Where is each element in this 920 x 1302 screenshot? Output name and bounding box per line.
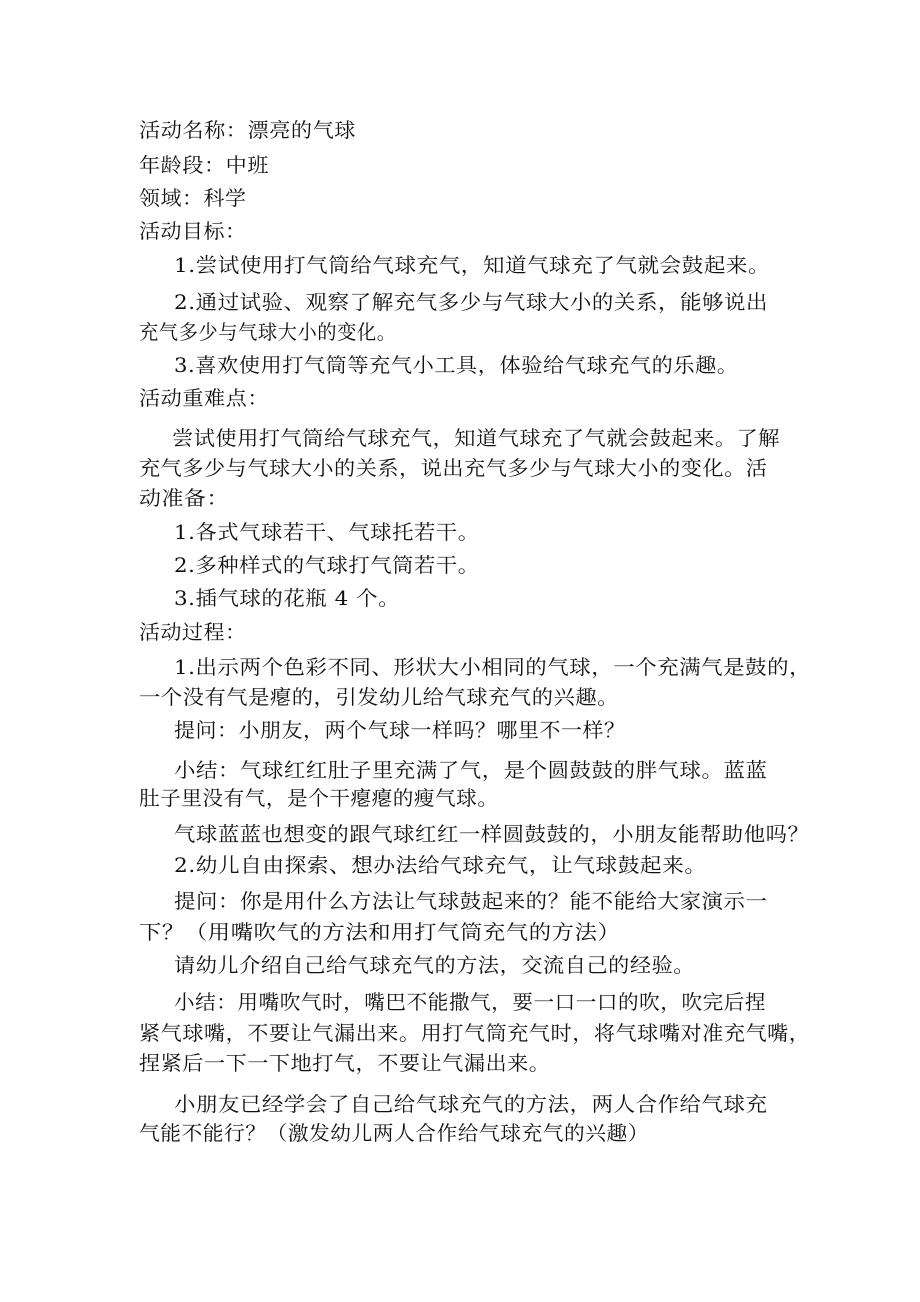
preparation-heading: 动准备： bbox=[139, 486, 230, 510]
cooperation-line-2: 气能不能行？（激发幼儿两人合作给气球充气的兴趣） bbox=[139, 1121, 650, 1145]
key-points-line-1: 尝试使用打气筒给气球充气，知道气球充了气就会鼓起来。了解 bbox=[172, 426, 780, 450]
question-1: 提问：小朋友，两个气球一样吗？哪里不一样？ bbox=[174, 718, 626, 742]
key-points-line-2: 充气多少与气球大小的关系，说出充气多少与气球大小的变化。活 bbox=[139, 456, 768, 480]
key-points-heading: 活动重难点： bbox=[139, 386, 269, 410]
goal-3: 3.喜欢使用打气筒等充气小工具，体验给气球充气的乐趣。 bbox=[174, 353, 739, 377]
preparation-1: 1.各式气球若干、气球托若干。 bbox=[174, 520, 480, 544]
goals-heading: 活动目标： bbox=[139, 219, 247, 243]
summary-2-line-3: 捏紧后一下一下地打气，不要让气漏出来。 bbox=[139, 1051, 551, 1075]
goal-1: 1.尝试使用打气筒给气球充气，知道气球充了气就会鼓起来。 bbox=[174, 253, 771, 277]
process-heading: 活动过程： bbox=[139, 620, 247, 644]
process-2: 2.幼儿自由探索、想办法给气球充气，让气球鼓起来。 bbox=[174, 853, 707, 877]
question-2-line-2: 下？（用嘴吹气的方法和用打气筒充气的方法） bbox=[139, 920, 621, 944]
process-1-line-1: 1.出示两个色彩不同、形状大小相同的气球，一个充满气是鼓的， bbox=[174, 655, 812, 679]
goal-2-line-2: 充气多少与气球大小的变化。 bbox=[139, 320, 397, 344]
question-2-line-1: 提问：你是用什么方法让气球鼓起来的？能不能给大家演示一 bbox=[174, 889, 768, 913]
preparation-3: 3.插气球的花瓶 4 个。 bbox=[174, 586, 401, 610]
cooperation-line-1: 小朋友已经学会了自己给气球充气的方法，两人合作给气球充 bbox=[174, 1092, 768, 1116]
process-1-line-2: 一个没有气是瘪的，引发幼儿给气球充气的兴趣。 bbox=[139, 685, 619, 709]
introduce-methods: 请幼儿介绍自己给气球充气的方法，交流自己的经验。 bbox=[174, 953, 695, 977]
preparation-2: 2.多种样式的气球打气筒若干。 bbox=[174, 553, 480, 577]
goal-2-line-1: 2.通过试验、观察了解充气多少与气球大小的关系，能够说出 bbox=[174, 290, 769, 314]
summary-1-line-1: 小结：气球红红肚子里充满了气，是个圆鼓鼓的胖气球。蓝蓝 bbox=[174, 758, 768, 782]
age-group: 年龄段：中班 bbox=[139, 153, 269, 177]
summary-2-line-2: 紧气球嘴，不要让气漏出来。用打气筒充气时，将气球嘴对准充气嘴， bbox=[139, 1021, 811, 1045]
summary-2-line-1: 小结：用嘴吹气时，嘴巴不能撒气，要一口一口的吹，吹完后捏 bbox=[174, 990, 767, 1014]
activity-name: 活动名称：漂亮的气球 bbox=[139, 118, 356, 142]
domain-field: 领域：科学 bbox=[139, 186, 247, 210]
summary-1-line-2: 肚子里没有气，是个干瘪瘪的瘦气球。 bbox=[139, 786, 499, 810]
process-1-line-3: 气球蓝蓝也想变的跟气球红红一样圆鼓鼓的，小朋友能帮助他吗？ bbox=[174, 822, 810, 846]
